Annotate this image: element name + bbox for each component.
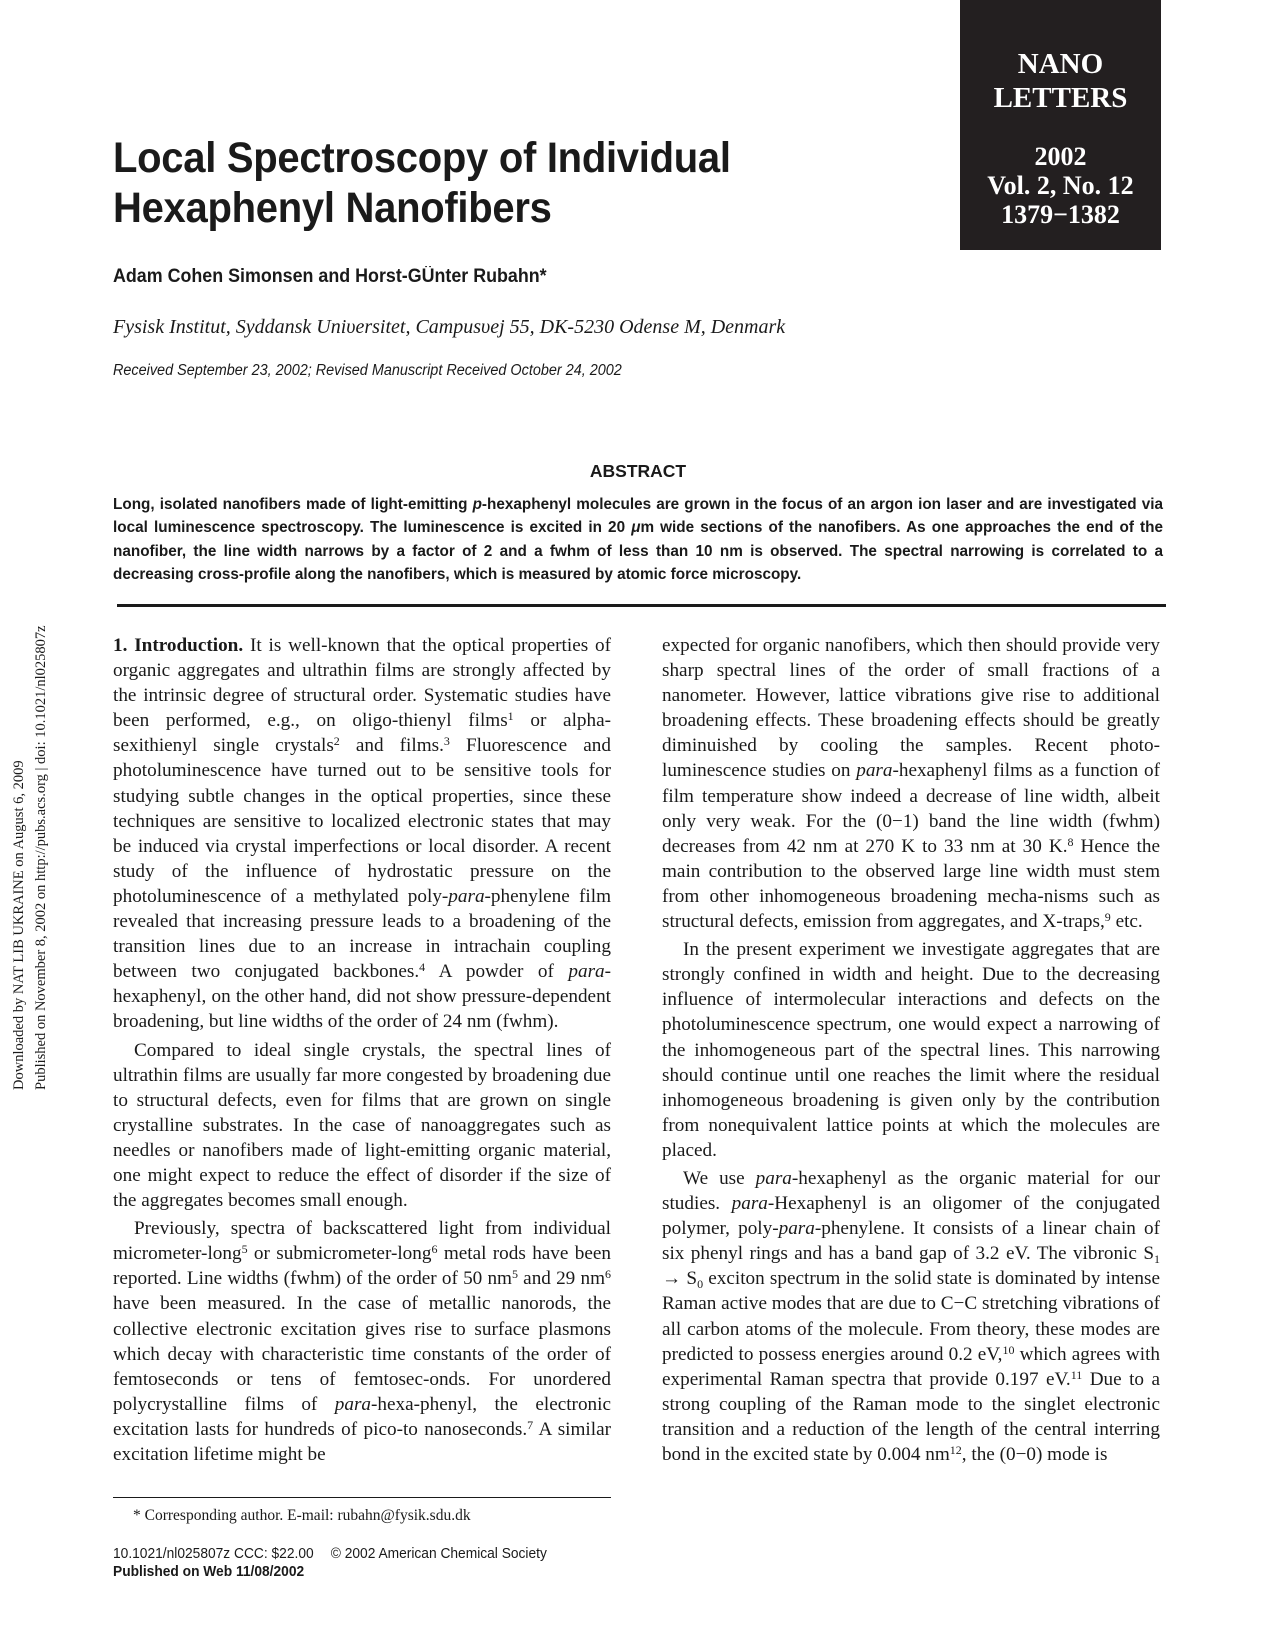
body-column-right bbox=[662, 633, 1160, 1470]
journal-pages: 1379−1382 bbox=[1001, 200, 1120, 229]
doi-line bbox=[113, 1545, 547, 1563]
section-heading: 1. Introduction. bbox=[113, 635, 244, 656]
footnote-divider bbox=[113, 1497, 611, 1498]
journal-year: 2002 bbox=[1034, 142, 1087, 171]
paragraph: Compared to ideal single crystals, the spectral lines of ultrathin films are usually far more congested by broadening due to structural defects, even for films that are grown on single crystalline substrates. In the case of nanoaggregates such as needles or nanofibers made of light-emitting organic material, one might expect to reduce the effect of disorder if the size of the aggregates becomes small enough. bbox=[113, 1039, 611, 1212]
download-notice: Downloaded by NAT LIB UKRAINE on August 6, 2009 bbox=[11, 760, 27, 1090]
paragraph: We use para-hexaphenyl as the organic material for our studies. para-Hexaphenyl is an oligomer of the conjugated polymer, poly-para-phenylene. It consists of a linear chain of six phenyl rings and has a band gap of 3.2 eV. The vibronic $S_1 \to S_0$ exciton spectrum in the solid state is dominated by intense Raman active modes that are due to C−C stretching vibrations of all carbon atoms of the molecule. From theory, these modes are predicted to possess energies around 0.2 eV,$^{10}$ which agrees with experimental Raman spectra that provide 0.197 eV.$^{11}$ Due to a strong coupling of the Raman mode to the singlet electronic transition and a reduction of the length of the central interring bond in the excited state by 0.004 $nm^{12}$, the (0−0) mode is bbox=[662, 1167, 1161, 1465]
published-on-web: Published on Web 11/08/2002 bbox=[113, 1564, 305, 1580]
journal-name: NANO LETTERS bbox=[993, 48, 1128, 114]
paragraph: expected for organic nanofibers, which then should provide very sharp spectral lines of the order of small fractions of a nanometer. However, lattice vibrations give rise to additional broadening effects. These broadening effects should be greatly diminuished by cooling the samples. Recent photo-luminescence studies on para-hexaphenyl films as a function of film temperature show indeed a decrease of line width, albeit only very weak. For the (0−1) band the line width (fwhm) decreases from 42 nm at 270 K to 33 nm at 30 K.$^8$ Hence the main contribution to the observed large line width must stem from other inhomogeneous broadening mecha-nisms such as structural defects, emission from aggregates, and X-traps,$^9$ etc. bbox=[662, 635, 1161, 933]
abstract-body: Long, isolated nanofibers made of light-emitting p-hexaphenyl molecules are grown in the focus of an argon ion laser and are investigated via local luminescence spectroscopy. The luminescence is excited in 20 μm wide sections of the nanofibers. As one approaches the end of the nanofiber, the line width narrows by a factor of 2 and a fwhm of less than 10 nm is observed. The spectral narrowing is correlated to a decreasing cross-profile along the nanofibers, which is measured by atomic force microscopy. bbox=[113, 496, 1163, 583]
body-column-left bbox=[113, 633, 611, 1470]
download-sidebar bbox=[8, 570, 52, 1090]
paragraph: In the present experiment we investigate aggregates that are strongly confined in width and height. Due to the decreasing influence of intermolecular interactions and defects on the photoluminescence spectrum, one would expect a narrowing of the inhomogeneous part of the spectral lines. This narrowing should continue until one reaches the limit where the residual inhomogeneous broadening is given only by the contribution from nonequivalent lattice points at which the molecules are placed. bbox=[662, 939, 1160, 1161]
journal-badge bbox=[960, 0, 1161, 250]
corresponding-author-footnote: * Corresponding author. E-mail: rubahn@fysik.sdu.dk bbox=[133, 1507, 471, 1524]
copyright-text: © 2002 American Chemical Society bbox=[330, 1546, 547, 1562]
affiliation: Fysisk Institut, Syddansk Uniυersitet, Campusυej 55, DK-5230 Odense M, Denmark bbox=[113, 316, 786, 338]
abstract-divider bbox=[117, 604, 1166, 607]
article-title: Local Spectroscopy of Individual Hexaphenyl Nanofibers bbox=[113, 134, 731, 232]
received-dates: Received September 23, 2002; Revised Manuscript Received October 24, 2002 bbox=[113, 362, 622, 379]
paragraph: 1. Introduction. It is well-known that the optical properties of organic aggregates and ultrathin films are strongly affected by the intrinsic degree of structural order. Systematic studies have been performed, e.g., on oligo-thienyl films$^1$ or alpha-sexithienyl single crystals$^2$ and films.$^3$ Fluorescence and photoluminescence have turned out to be sensitive tools for studying subtle changes in the optical properties, since these techniques are sensitive to localized electronic states that may be induced via crystal imperfections or local disorder. A recent study of the influence of hydrostatic pressure on the photoluminescence of a methylated poly-para-phenylene film revealed that increasing pressure leads to a broadening of the transition lines due to an increase in intrachain coupling between two conjugated backbones.$^4$ A powder of para-hexaphenyl, on the other hand, did not show pressure-dependent broadening, but line widths of the order of 24 nm (fwhm). bbox=[113, 635, 612, 1033]
paragraph: Previously, spectra of backscattered light from individual micrometer-long$^5$ or submicrometer-long$^6$ metal rods have been reported. Line widths (fwhm) of the order of 50 $nm^5$ and 29 $nm^6$ have been measured. In the case of metallic nanorods, the collective electronic excitation gives rise to surface plasmons which decay with characteristic time constants of the order of femtoseconds or tens of femtosec-onds. For unordered polycrystalline films of para-hexa-phenyl, the electronic excitation lasts for hundreds of pico-to nanoseconds.$^7$ A similar excitation lifetime might be bbox=[113, 1218, 611, 1465]
authors: Adam Cohen Simonsen and Horst-GÜnter Rubahn* bbox=[113, 266, 547, 287]
publication-notice: Published on November 8, 2002 on http://pubs.acs.org | doi: 10.1021/nl025807z bbox=[33, 625, 49, 1090]
abstract-heading: ABSTRACT bbox=[589, 461, 687, 481]
doi-text: 10.1021/nl025807z CCC: $22.00 bbox=[113, 1546, 314, 1562]
journal-volume: Vol. 2, No. 12 bbox=[987, 171, 1134, 200]
